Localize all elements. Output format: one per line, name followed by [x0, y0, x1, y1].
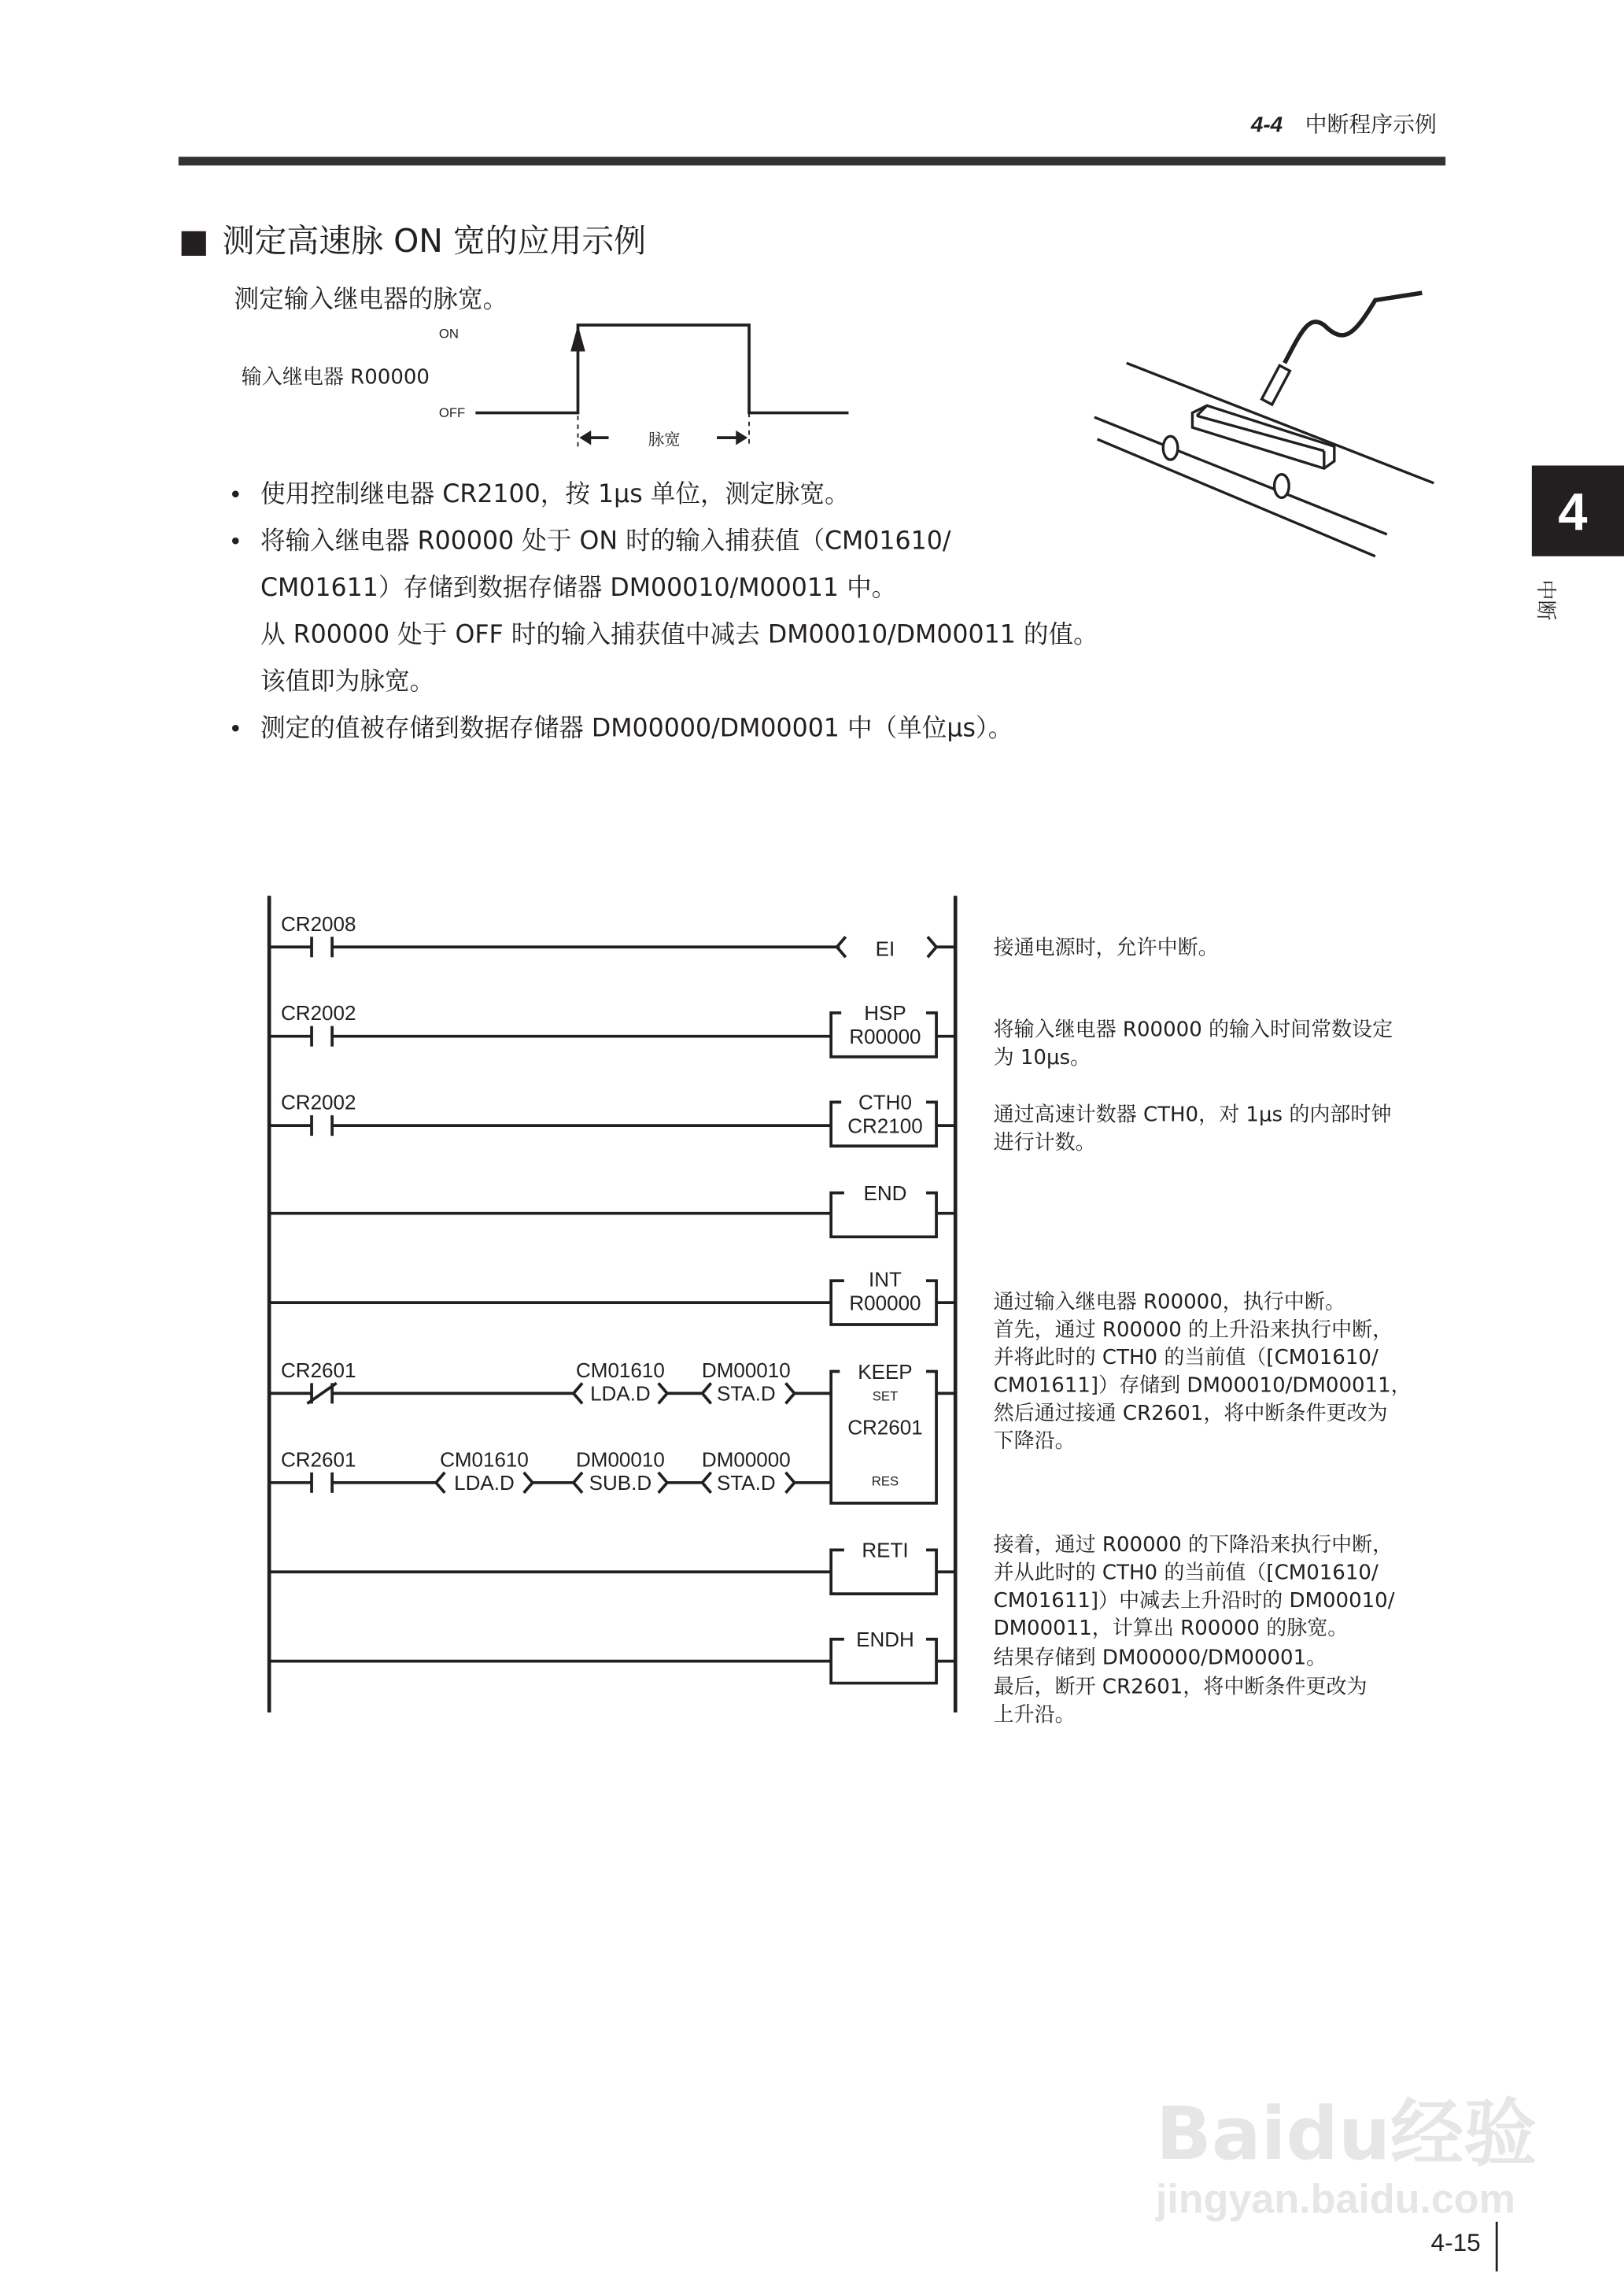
- bullet-item: 测定的值被存储到数据存储器 DM00000/DM00001 中（单位μs）。: [260, 714, 1013, 743]
- bullet-dot: •: [231, 526, 240, 555]
- rising-edge-arrow-icon: [570, 325, 585, 351]
- comment-line: 结果存储到 DM00000/DM00001。: [993, 1646, 1327, 1670]
- comment-line: 将输入继电器 R00000 的输入时间常数设定: [993, 1018, 1393, 1042]
- reti-instruction: RETI: [862, 1538, 909, 1562]
- bullet-dot: •: [231, 479, 240, 508]
- int-instruction: INT: [869, 1267, 902, 1292]
- fn-mnemonic: STA.D: [716, 1471, 776, 1495]
- page-title: 测定高速脉 ON 宽的应用示例: [222, 222, 647, 261]
- arrow-right-icon: [736, 431, 747, 445]
- ei-instruction: EI: [875, 937, 895, 961]
- comment-line: CM01611]）中减去上升沿时的 DM00010/: [993, 1588, 1395, 1613]
- comment-line: 接通电源时，允许中断。: [993, 936, 1219, 960]
- fn-mnemonic: STA.D: [716, 1381, 776, 1406]
- comment-line: 下降沿。: [993, 1429, 1076, 1454]
- fn-operand: DM00000: [701, 1447, 791, 1472]
- fn-mnemonic: LDA.D: [590, 1381, 651, 1406]
- keep-set: SET: [872, 1388, 899, 1404]
- fn-mnemonic: LDA.D: [454, 1471, 515, 1495]
- bullet-item: 从 R00000 处于 OFF 时的输入捕获值中减去 DM00010/DM00011 的值。: [260, 620, 1098, 649]
- timing-diagram: [242, 325, 849, 449]
- comment-line: CM01611]）存储到 DM00010/DM00011，: [993, 1373, 1412, 1398]
- watermark-logo: Baidu经验: [1155, 2090, 1537, 2176]
- contact-label: CR2601: [281, 1447, 356, 1472]
- header-rule: [179, 157, 1445, 165]
- contact-label: CR2601: [281, 1358, 356, 1382]
- signal-label: 输入继电器 R00000: [241, 365, 430, 390]
- bullet-item: 将输入继电器 R00000 处于 ON 时的输入捕获值（CM01610/: [260, 527, 951, 556]
- comment-line: 通过高速计数器 CTH0，对 1μs 的内部时钟: [993, 1103, 1392, 1127]
- fn-mnemonic: SUB.D: [589, 1471, 652, 1495]
- comment-line: 最后，断开 CR2601，将中断条件更改为: [993, 1675, 1367, 1699]
- page-number: 4-15: [1430, 2228, 1481, 2257]
- bullet-item: 该值即为脉宽。: [260, 667, 435, 696]
- ladder-comments: [994, 937, 1412, 1727]
- fn-operand: DM00010: [576, 1447, 665, 1472]
- bullet-dot: •: [231, 713, 240, 742]
- comment-line: 然后通过接通 CR2601，将中断条件更改为: [993, 1401, 1388, 1425]
- comment-line: 并从此时的 CTH0 的当前值（[CM01610/: [993, 1561, 1379, 1585]
- arrow-left-icon: [579, 431, 591, 445]
- comment-line: 进行计数。: [993, 1130, 1096, 1155]
- comment-line: 为 10μs。: [993, 1046, 1091, 1070]
- contact-label: CR2008: [281, 911, 356, 936]
- sensor-illustration: [1094, 293, 1434, 556]
- fn-operand: CM01610: [440, 1447, 529, 1472]
- watermark-url: jingyan.baidu.com: [1155, 2176, 1515, 2223]
- end-instruction: END: [863, 1181, 907, 1205]
- on-label: ON: [438, 326, 459, 342]
- keep-res: RES: [871, 1473, 899, 1489]
- off-label: OFF: [438, 405, 466, 421]
- comment-line: 接着，通过 R00000 的下降沿来执行中断，: [993, 1533, 1393, 1558]
- section-title: 中断程序示例: [1305, 111, 1437, 138]
- fn-operand: CM01610: [576, 1358, 665, 1382]
- hsp-instruction: HSP: [864, 1001, 906, 1026]
- intro-text: 测定输入继电器的脉宽。: [234, 285, 508, 314]
- fn-operand: DM00010: [701, 1358, 791, 1382]
- ladder-diagram: [269, 896, 955, 1713]
- pulse-width-label: 脉宽: [648, 430, 681, 449]
- contact-label: CR2002: [281, 1090, 356, 1114]
- bullet-list: [231, 479, 1098, 743]
- keep-operand: CR2601: [847, 1415, 923, 1439]
- pulse-waveform: [475, 325, 848, 413]
- comment-line: 通过输入继电器 R00000，执行中断。: [993, 1290, 1345, 1314]
- comment-line: 上升沿。: [993, 1702, 1076, 1727]
- endh-instruction: ENDH: [856, 1628, 914, 1652]
- int-operand: R00000: [849, 1291, 921, 1315]
- title-bullet: ■: [178, 222, 209, 261]
- comment-line: 首先，通过 R00000 的上升沿来执行中断，: [993, 1318, 1393, 1342]
- cth-instruction: CTH0: [858, 1090, 912, 1114]
- comment-line: DM00011，计算出 R00000 的脉宽。: [993, 1617, 1349, 1641]
- section-number: 4-4: [1250, 112, 1283, 137]
- keep-instruction: KEEP: [858, 1359, 913, 1384]
- cth-operand: CR2100: [847, 1114, 923, 1138]
- comment-line: 并将此时的 CTH0 的当前值（[CM01610/: [993, 1346, 1379, 1370]
- bullet-item: CM01611）存储到数据存储器 DM00010/M00011 中。: [260, 573, 897, 602]
- chapter-number: 4: [1558, 482, 1588, 542]
- chapter-label: 中断: [1534, 579, 1558, 621]
- hsp-operand: R00000: [849, 1024, 921, 1048]
- contact-label: CR2002: [281, 1001, 356, 1026]
- bullet-item: 使用控制继电器 CR2100，按 1μs 单位，测定脉宽。: [260, 479, 850, 508]
